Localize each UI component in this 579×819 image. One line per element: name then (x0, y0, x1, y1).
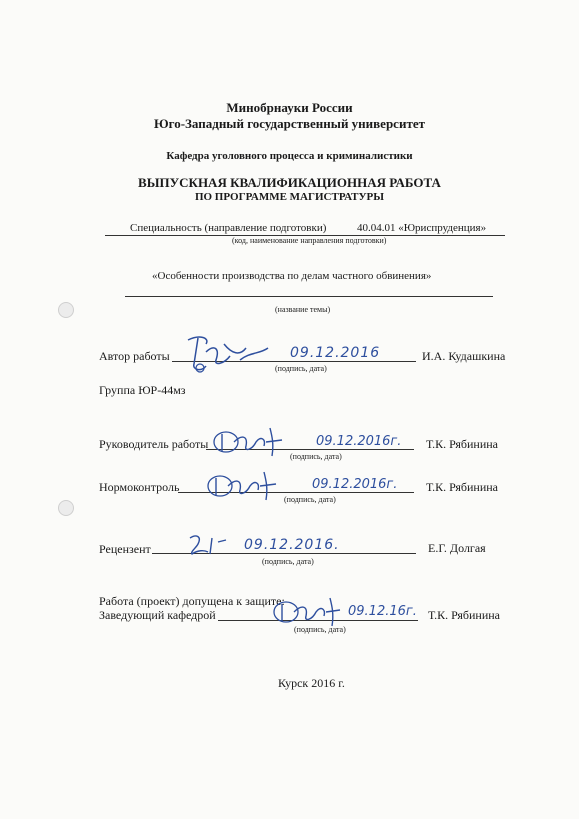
author-caption: (подпись, дата) (275, 364, 327, 373)
admission-caption: (подпись, дата) (294, 625, 346, 634)
topic-underline (125, 296, 493, 297)
supervisor-signature (212, 422, 292, 462)
supervisor-name: Т.К. Рябинина (426, 437, 498, 451)
specialty-value: 40.04.01 «Юриспруденция» (357, 222, 487, 234)
topic-value: «Особенности производства по делам частного обвинения» (152, 270, 432, 282)
admission-label: Работа (проект) допущена к защите: (99, 594, 285, 608)
binder-hole (58, 302, 74, 318)
university-line: Юго-Западный государственный университет (154, 116, 425, 131)
binder-hole (58, 500, 74, 516)
specialty-caption: (код, наименование направления подготовки) (232, 236, 387, 245)
specialty-label: Специальность (направление подготовки) (130, 222, 327, 234)
admission-date: 09.12.16г. (348, 604, 417, 619)
normcontrol-label: Нормоконтроль (99, 480, 180, 494)
topic-caption: (название темы) (275, 305, 331, 314)
document-title: ВЫПУСКНАЯ КВАЛИФИКАЦИОННАЯ РАБОТА (138, 175, 441, 190)
document-subtitle: ПО ПРОГРАММЕ МАГИСТРАТУРЫ (194, 191, 385, 203)
city-year: Курск 2016 г. (278, 676, 345, 690)
reviewer-date: 09.12.2016. (244, 537, 340, 553)
normcontrol-date: 09.12.2016г. (312, 477, 398, 492)
author-label: Автор работы (99, 349, 170, 363)
normcontrol-caption: (подпись, дата) (284, 495, 336, 504)
reviewer-signature (186, 532, 236, 558)
supervisor-date: 09.12.2016г. (316, 434, 402, 449)
reviewer-caption: (подпись, дата) (262, 557, 314, 566)
department-line: Кафедра уголовного процесса и криминалистики (166, 150, 413, 162)
reviewer-label: Рецензент (99, 542, 151, 556)
supervisor-caption: (подпись, дата) (290, 452, 342, 461)
head-of-department-label: Заведующий кафедрой (99, 608, 216, 622)
normcontrol-name: Т.К. Рябинина (426, 480, 498, 494)
normcontrol-signature (206, 466, 286, 506)
reviewer-name: Е.Г. Долгая (428, 541, 486, 555)
author-name: И.А. Кудашкина (422, 349, 506, 363)
ministry-line: Минобрнауки России (226, 100, 353, 115)
author-date: 09.12.2016 (290, 345, 381, 361)
supervisor-label: Руководитель работы (99, 437, 209, 451)
admission-name: Т.К. Рябинина (428, 608, 500, 622)
author-signature (180, 330, 275, 375)
group-label: Группа ЮР-44мз (99, 383, 186, 397)
